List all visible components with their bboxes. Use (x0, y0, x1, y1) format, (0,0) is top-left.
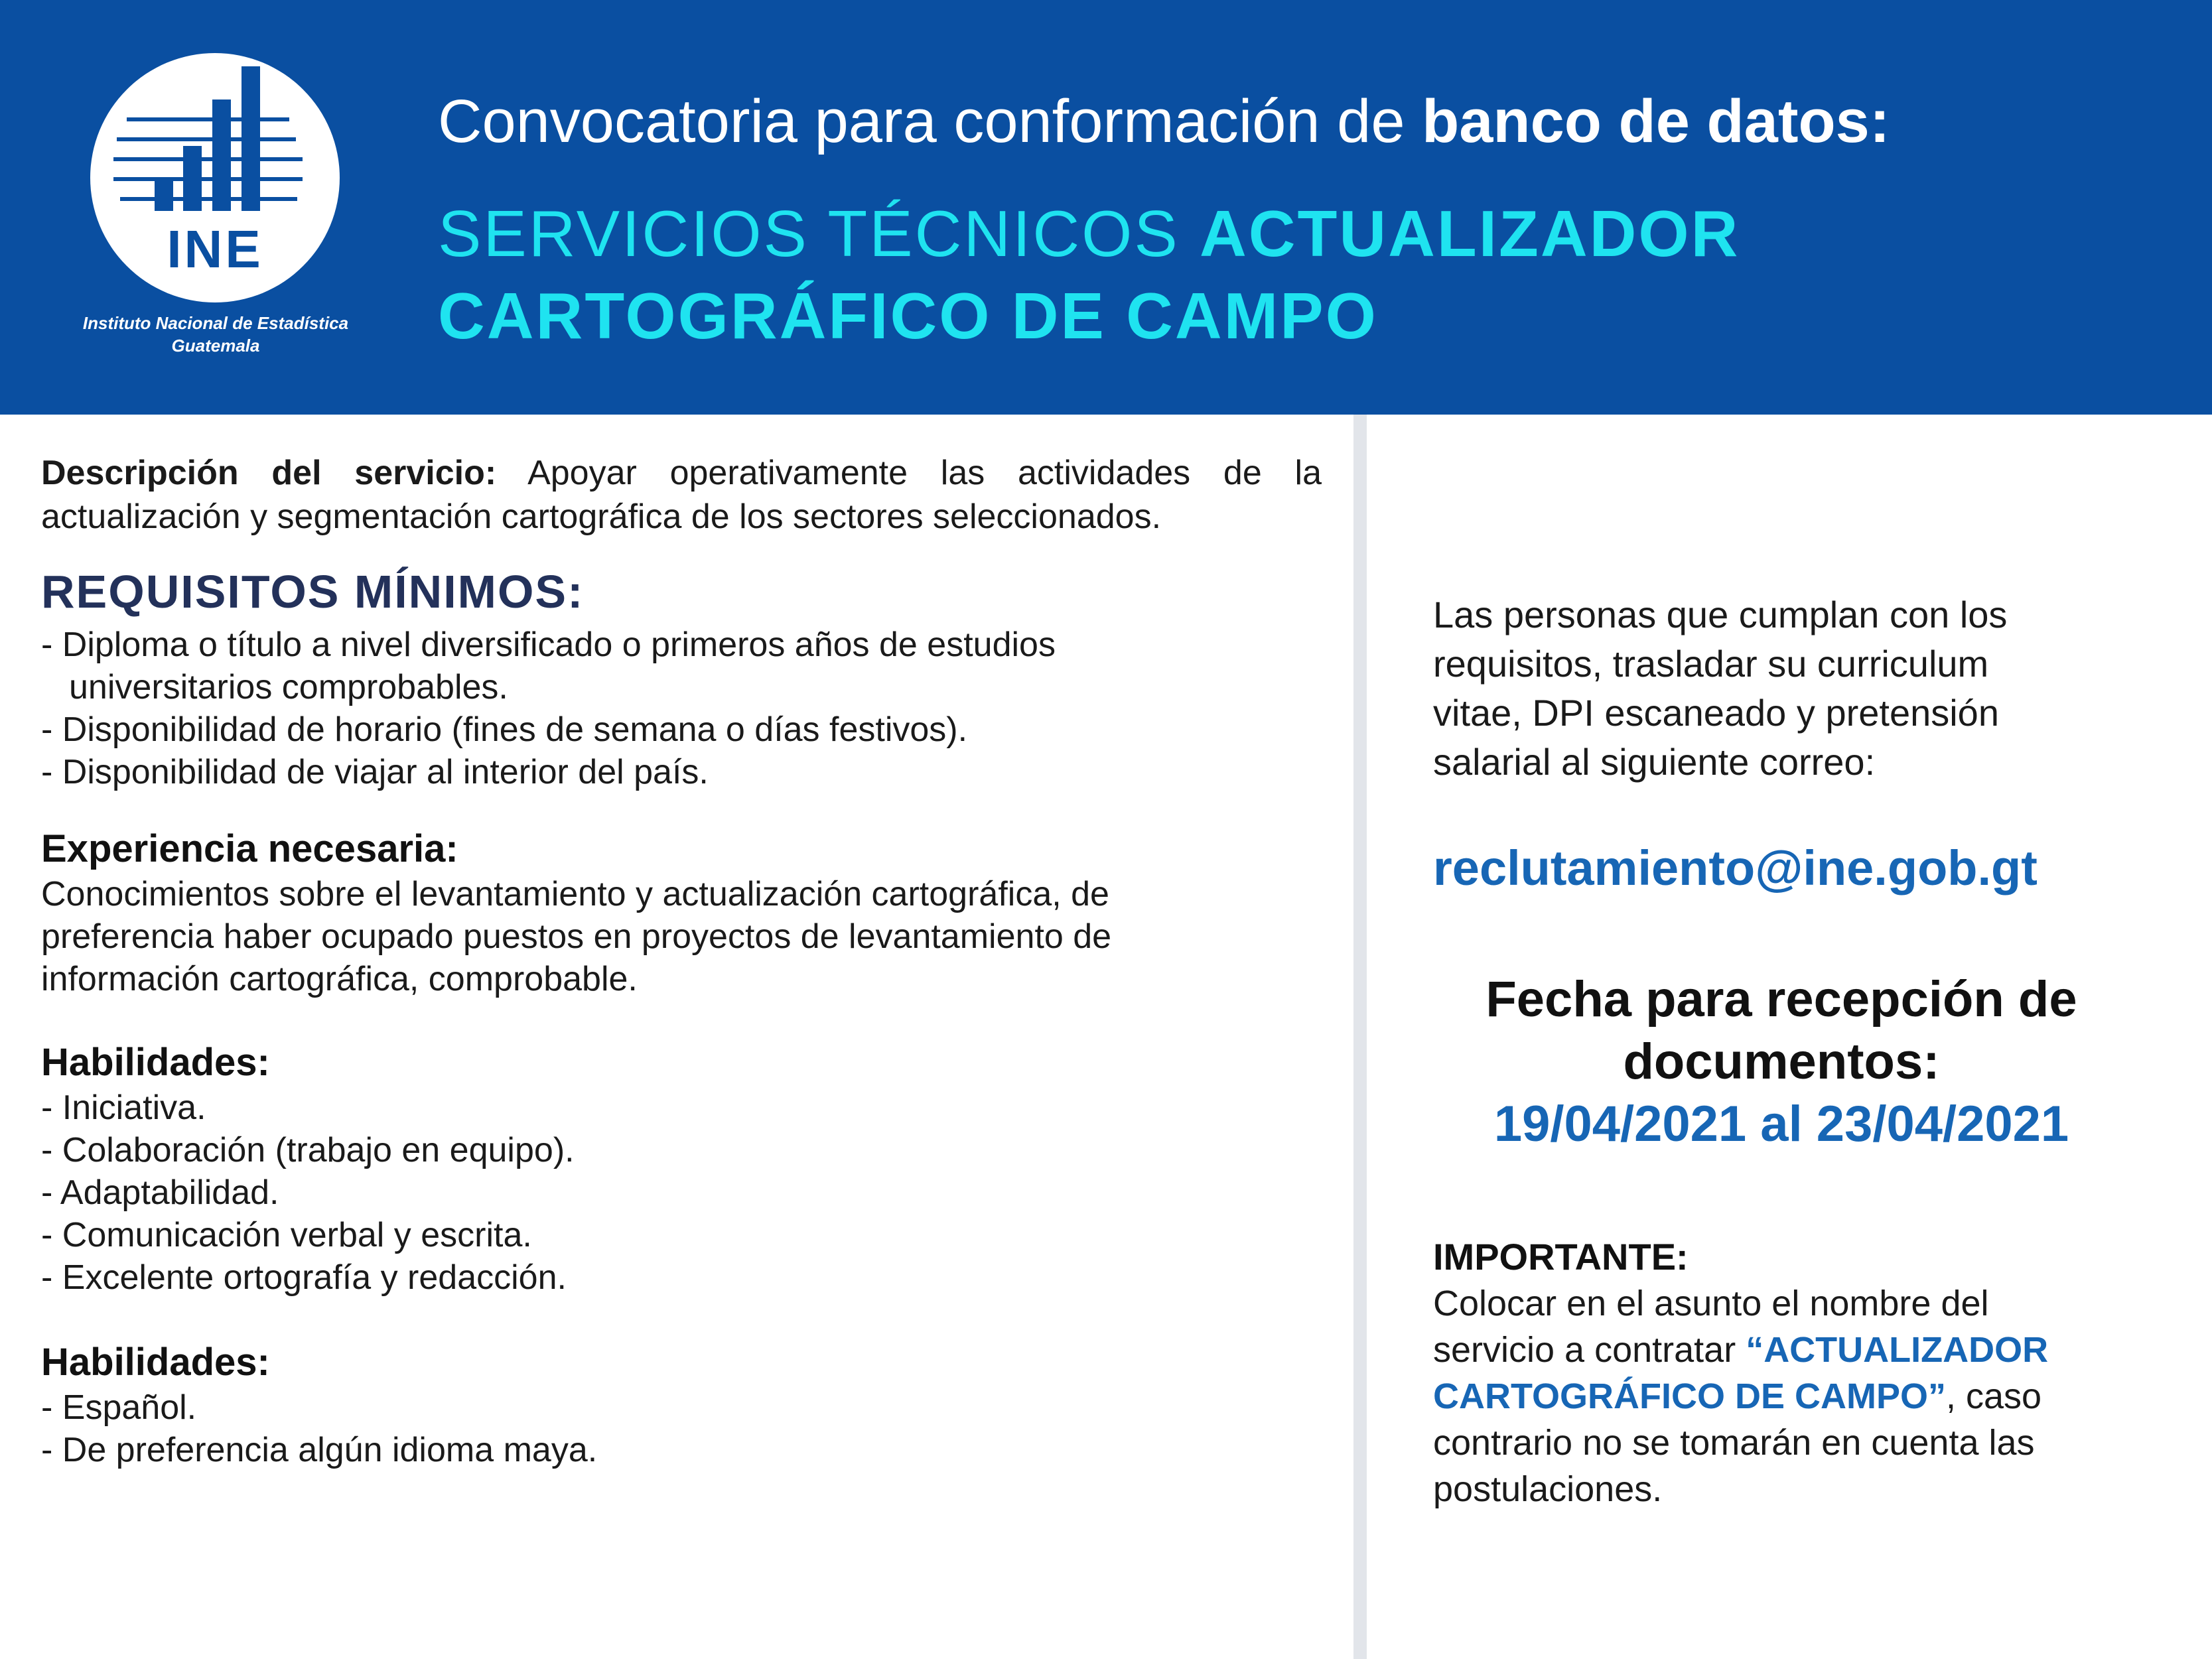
ine-logo (90, 53, 340, 302)
experience-line: Conocimientos sobre el levantamiento y actualización cartográfica, de (41, 875, 1109, 913)
title-regular: SERVICIOS TÉCNICOS (438, 197, 1200, 270)
header-subtitle-regular: Convocatoria para conformación de (438, 88, 1422, 155)
requirements-list (41, 624, 1322, 793)
recruitment-email-link[interactable]: reclutamiento@ine.gob.gt (1433, 840, 2038, 896)
experience-line: información cartográfica, comprobable. (41, 960, 638, 998)
title-bold-2: CARTOGRÁFICO DE CAMPO (438, 279, 1378, 352)
header-banner (0, 0, 2212, 415)
list-item: - Comunicación verbal y escrita. (41, 1216, 532, 1254)
instructions-line: salarial al siguiente correo: (1433, 741, 1876, 783)
title-bold-1: ACTUALIZADOR (1199, 197, 1740, 270)
left-column (41, 451, 1322, 1471)
service-description (41, 451, 1322, 539)
note-service-name: “ACTUALIZADOR (1746, 1330, 2049, 1370)
note-line: , caso (1946, 1376, 2042, 1416)
header-subtitle (438, 85, 2189, 158)
note-service-name: CARTOGRÁFICO DE CAMPO” (1433, 1376, 1947, 1416)
logo-caption-country: Guatemala (171, 336, 260, 356)
list-item: - Colaboración (trabajo en equipo). (41, 1131, 575, 1169)
list-item: - Disponibilidad de viajar al interior del país. (41, 753, 709, 791)
page-title (438, 192, 2189, 357)
note-line: contrario no se tomarán en cuenta las (1433, 1423, 2035, 1463)
date-range: 19/04/2021 al 23/04/2021 (1493, 1096, 2069, 1152)
experience-text (41, 873, 1322, 1000)
list-item: - De preferencia algún idioma maya. (41, 1431, 598, 1469)
date-label-line: documentos: (1623, 1033, 1940, 1090)
list-item: - Iniciativa. (41, 1089, 206, 1127)
list-item: - Adaptabilidad. (41, 1173, 279, 1212)
important-note (1433, 1280, 2130, 1512)
description-label: Descripción del servicio: (41, 454, 497, 492)
note-line: Colocar en el asunto el nombre del (1433, 1284, 1989, 1323)
skills-list (41, 1087, 1322, 1299)
date-label (1420, 968, 2143, 1093)
logo-abbreviation: INE (167, 220, 263, 279)
instructions-line: vitae, DPI escaneado y pretensión (1433, 692, 1999, 734)
languages-heading: Habilidades: (41, 1341, 270, 1384)
header-subtitle-bold: banco de datos: (1422, 88, 1890, 155)
instructions-line: requisitos, trasladar su curriculum (1433, 643, 1989, 685)
experience-line: preferencia haber ocupado puestos en proyectos de levantamiento de (41, 917, 1112, 956)
logo-caption-institution: Instituto Nacional de Estadística (82, 313, 349, 333)
skills-heading: Habilidades: (41, 1041, 270, 1084)
date-label-line: Fecha para recepción de (1486, 971, 2077, 1028)
list-item: universitarios comprobables. (69, 668, 508, 706)
column-divider (1353, 415, 1367, 1659)
list-item: - Diploma o título a nivel diversificado o primeros años de estudios (41, 626, 1056, 664)
languages-list (41, 1386, 1322, 1471)
requirements-heading: REQUISITOS MÍNIMOS: (41, 566, 585, 618)
logo-caption (40, 312, 391, 357)
description-text: Apoyar operativamente las actividades de la actualización y segmentación cartográfica de los sectores seleccionados. (41, 454, 1322, 536)
note-line: postulaciones. (1433, 1469, 1663, 1509)
experience-heading: Experiencia necesaria: (41, 827, 458, 870)
application-instructions (1433, 590, 2130, 787)
list-item: - Disponibilidad de horario (fines de semana o días festivos). (41, 710, 968, 749)
list-item: - Español. (41, 1388, 197, 1427)
important-heading: IMPORTANTE: (1433, 1236, 1689, 1278)
instructions-line: Las personas que cumplan con los (1433, 594, 2008, 635)
list-item: - Excelente ortografía y redacción. (41, 1258, 567, 1297)
note-line: servicio a contratar (1433, 1330, 1746, 1370)
